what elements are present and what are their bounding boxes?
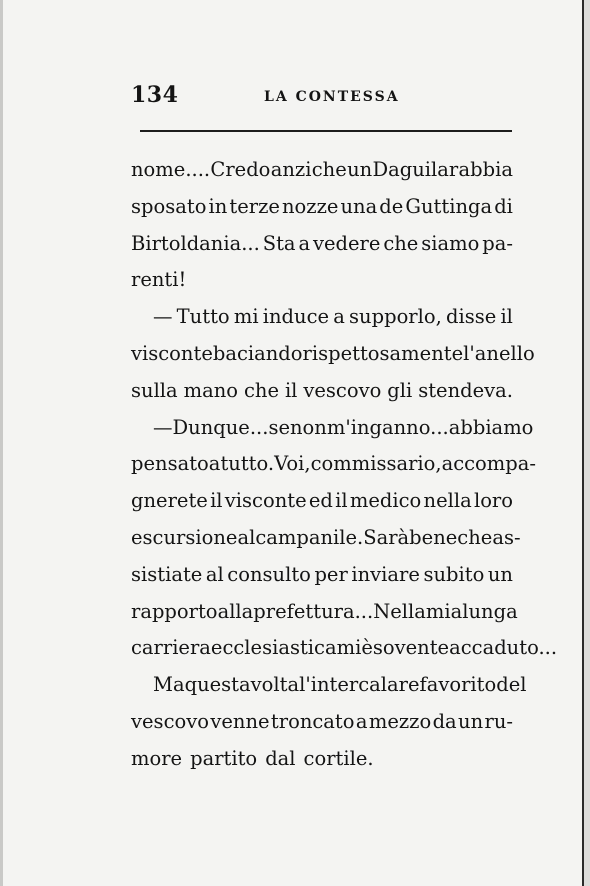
word: Nella: [373, 599, 426, 623]
word: mano: [183, 378, 239, 402]
word: anzi: [270, 158, 312, 181]
word: lunga: [462, 599, 518, 623]
text-line: [131, 152, 513, 189]
word: volta: [250, 673, 300, 697]
page-number: 134: [131, 82, 179, 108]
word: che: [311, 158, 347, 181]
text-line: [131, 336, 535, 373]
header-rule: [140, 130, 512, 132]
text-line: [131, 704, 513, 741]
binding-line: [582, 0, 584, 886]
word: alla: [217, 599, 254, 623]
word: vedere: [312, 231, 381, 255]
word: Tutto: [176, 305, 230, 329]
word: medico: [349, 489, 422, 513]
word: nozze: [282, 194, 339, 218]
word: abbiamo: [448, 415, 534, 439]
word: dal: [265, 746, 296, 770]
word: troncato: [270, 709, 355, 733]
word: vescovo: [131, 709, 209, 733]
text-line: [131, 410, 534, 447]
word: consulto: [227, 562, 311, 586]
word: mia: [425, 599, 463, 623]
word: il: [210, 489, 223, 513]
word: loro: [473, 489, 513, 513]
word: a: [298, 231, 311, 255]
word: supporlo,: [349, 305, 442, 329]
word: escursione: [131, 525, 238, 549]
word: accaduto...: [449, 636, 558, 660]
word: tutto.: [220, 452, 275, 476]
word: il: [500, 305, 513, 329]
word: favorito: [419, 673, 497, 697]
word: l'intercalare: [299, 673, 420, 697]
word: gli: [387, 378, 413, 402]
text-line: [131, 741, 513, 778]
word: accompa-: [441, 452, 536, 476]
word: nome....: [131, 158, 211, 181]
word: Ma: [153, 673, 185, 697]
text-line: [131, 226, 513, 263]
word: Voi,: [274, 452, 311, 476]
binding-shadow: [584, 0, 590, 886]
word: visconte: [131, 341, 213, 365]
text-line: [131, 520, 521, 557]
word: Guttinga: [405, 194, 493, 218]
word: ru-: [484, 709, 513, 733]
word: partito: [190, 746, 258, 770]
word: Credo: [210, 158, 271, 181]
word: gnerete: [131, 489, 208, 513]
word: sovente: [372, 636, 450, 660]
word: renti!: [131, 268, 187, 292]
word: abbia: [458, 158, 513, 181]
word: che: [243, 378, 279, 402]
word: a: [333, 305, 345, 329]
word: more: [131, 746, 183, 770]
word: Birtoldania...: [131, 231, 260, 255]
text-line: [131, 630, 558, 667]
word: bene: [409, 525, 458, 549]
word: un: [458, 709, 484, 733]
word: prefettura...: [253, 599, 374, 623]
text-line: [131, 189, 513, 226]
word: se: [268, 415, 290, 439]
word: mi: [336, 636, 362, 660]
word: del: [496, 673, 527, 697]
text-line: [131, 557, 513, 594]
word: —: [153, 415, 173, 439]
word: a: [355, 709, 368, 733]
word: al: [237, 525, 256, 549]
word: visconte: [224, 489, 307, 513]
word: una: [340, 194, 378, 218]
word: sulla: [131, 378, 178, 402]
word: vescovo: [303, 378, 382, 402]
word: ed: [308, 489, 333, 513]
text-line: [131, 483, 513, 520]
word: è: [361, 636, 373, 660]
word: che: [383, 231, 419, 255]
body-text: [131, 152, 558, 778]
word: Sarà: [363, 525, 410, 549]
word: rispettosamente: [302, 341, 464, 365]
word: Sta: [262, 231, 296, 255]
word: baciando: [212, 341, 303, 365]
page-header: [131, 82, 513, 112]
text-line: [131, 299, 513, 336]
word: l'anello: [463, 341, 535, 365]
word: m'inganno...: [326, 415, 449, 439]
word: il: [284, 378, 298, 402]
text-line: [131, 594, 518, 631]
word: pensato: [131, 452, 209, 476]
word: induce: [262, 305, 330, 329]
word: mezzo: [368, 709, 432, 733]
page-left-edge: [0, 0, 3, 886]
word: sistiate: [131, 562, 203, 586]
word: stendeva.: [418, 378, 513, 402]
text-line: [131, 373, 513, 410]
word: subito: [423, 562, 485, 586]
word: non: [290, 415, 327, 439]
text-line: [131, 667, 527, 704]
word: a: [208, 452, 221, 476]
text-line: [131, 446, 536, 483]
word: venne: [210, 709, 270, 733]
word: —: [153, 305, 173, 329]
word: mi: [233, 305, 259, 329]
word: rapporto: [131, 599, 218, 623]
word: cortile.: [303, 746, 374, 770]
word: che: [457, 525, 493, 549]
word: di: [494, 194, 513, 218]
word: terze: [229, 194, 280, 218]
word: sposato: [131, 194, 207, 218]
word: un: [347, 158, 373, 181]
word: Dunque...: [172, 415, 269, 439]
word: in: [208, 194, 228, 218]
word: as-: [492, 525, 521, 549]
text-line: [131, 262, 513, 299]
word: carriera: [131, 636, 211, 660]
word: disse: [445, 305, 497, 329]
word: Daguilar: [372, 158, 459, 181]
word: da: [432, 709, 457, 733]
word: questa: [184, 673, 251, 697]
running-head: LA CONTESSA: [264, 89, 400, 105]
word: pa-: [482, 231, 513, 255]
word: campanile.: [255, 525, 364, 549]
word: ecclesiastica: [210, 636, 337, 660]
word: inviare: [351, 562, 420, 586]
word: siamo: [421, 231, 480, 255]
word: un: [487, 562, 513, 586]
word: per: [314, 562, 348, 586]
word: de: [379, 194, 404, 218]
word: commissario,: [310, 452, 442, 476]
word: al: [205, 562, 224, 586]
word: il: [335, 489, 348, 513]
word: nella: [423, 489, 472, 513]
